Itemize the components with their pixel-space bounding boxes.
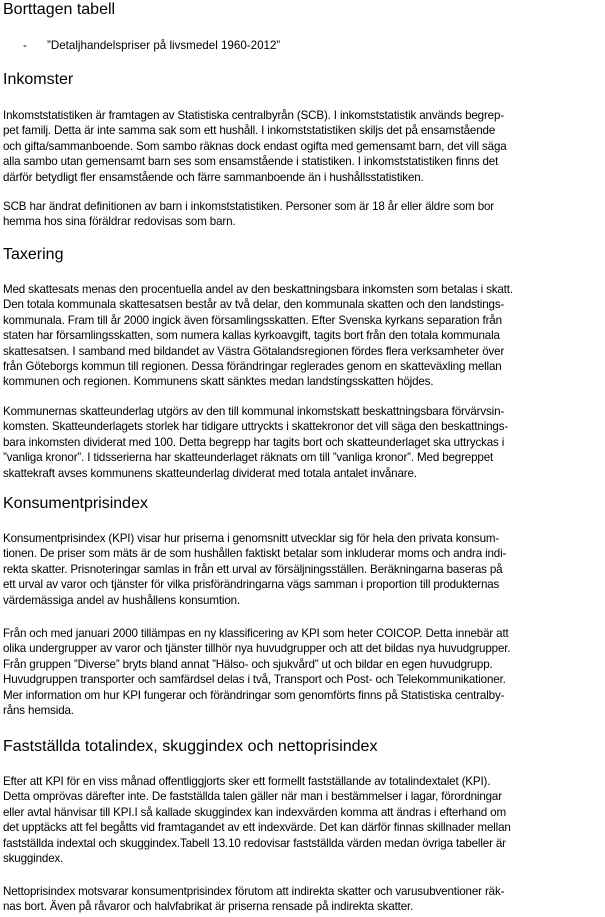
text-line: tionen. De priser som mäts är de som hushållen faktiskt betalar som inkluderar moms och andra indi- xyxy=(3,547,507,561)
text-line: olika undergrupper av varor och tjänster tillhör nya huvudgrupper och att det bildas nya huvudgrupper. xyxy=(3,642,511,656)
dash-bullet: - xyxy=(23,39,27,52)
paragraph-taxering-2 xyxy=(3,404,508,481)
heading-taxering: Taxering xyxy=(3,246,64,263)
text-line: nas bort. Även på råvaror och halvfabrikat är priserna rensade på indirekta skatter. xyxy=(3,900,414,914)
heading-inkomster: Inkomster xyxy=(3,71,74,88)
paragraph-inkomster-1 xyxy=(3,108,507,185)
text-line: staten har församlingsskatten, som numera kallas kyrkoavgift, tagits bort från den totala kommunala xyxy=(3,329,500,343)
text-line: och gifta/sammanboende. Som sambo räknas dock endast ogifta med gemensamt barn, det vill säga xyxy=(3,139,507,153)
text-line: hemma hos sina föräldrar redovisas som barn. xyxy=(3,215,236,229)
text-line: alla sambo utan gemensamt barn ses som ensamstående i statistiken. I inkomststatistiken finns det xyxy=(3,155,499,169)
paragraph-kpi-1 xyxy=(3,531,506,608)
text-line: Inkomststatistiken är framtagen av Statistiska centralbyrån (SCB). I inkomststatistik används begrep- xyxy=(3,109,504,122)
text-line: Efter att KPI för en viss månad offentliggjorts sker ett formellt fastställande av totalindextalet (KPI). xyxy=(3,775,491,788)
removed-table-name: ”Detaljhandelspriser på livsmedel 1960-2012” xyxy=(47,39,281,52)
text-line: från Göteborgs kommun till regionen. Dessa förändringar reglerades genom en skatteväxling mellan xyxy=(3,360,502,374)
text-line: kommunala. Fram till år 2000 ingick även församlingsskatten. Efter Svenska kyrkans separation från xyxy=(3,313,502,327)
text-line: skattesatsen. I samband med bildandet av Västra Götalandsregionen fördes flera verksamheter över xyxy=(3,344,505,358)
text-line: värdemässiga andel av hushållens konsumtion. xyxy=(3,593,241,607)
text-line: skattekraft avses kommunens skatteunderlag dividerat med totala antalet invånare. xyxy=(3,466,417,480)
text-line: Från och med januari 2000 tillämpas en ny klassificering av KPI som heter COICOP. Detta innebär att xyxy=(3,627,509,640)
paragraph-kpi-2 xyxy=(3,626,510,718)
text-line: ”vanliga kronor”. I tidsserierna har skatteunderlaget räknats om till ”vanliga kronor”. Med begreppet xyxy=(3,451,494,465)
text-line: komsten. Skatteunderlagets storlek har tidigare uttryckts i skattekronor det vill säga den beskattnings- xyxy=(3,420,509,434)
text-line: bara inkomsten dividerat med 100. Detta begrepp har tagits bort och skatteunderlaget ska uttryckas i xyxy=(3,435,505,449)
text-line: Huvudgruppen transporter och samfärdsel delas i två, Transport och Post- och Telekommunikationer. xyxy=(3,673,506,687)
text-line: Mer information om hur KPI fungerar och förändringar som genomförts finns på Statistiska centralby- xyxy=(3,688,505,702)
heading-konsumentprisindex: Konsumentprisindex xyxy=(3,495,148,512)
text-line: Från gruppen ”Diverse” bryts bland annat ”Hälso- och sjukvård” ut och bildar en egen huvudgrupp. xyxy=(3,657,493,671)
text-line: Nettoprisindex motsvarar konsumentprisindex förutom att indirekta skatter och varusubventioner räk- xyxy=(3,885,505,898)
text-line: Kommunernas skatteunderlag utgörs av den till kommunal inkomstskatt beskattningsbara förvärvsin- xyxy=(3,405,505,418)
text-line: fastställda indextal och skuggindex.Tabell 13.10 redovisar fastställda värden medan övriga tabeller är xyxy=(3,836,506,850)
paragraph-totalindex-1 xyxy=(3,774,511,866)
text-line: skuggindex. xyxy=(3,852,64,866)
text-line: därför betydligt fler ensamstående och färre sammanboende än i hushållsstatistiken. xyxy=(3,170,424,184)
text-line: Detta omprövas därefter inte. De fastställda talen gäller när man i bestämmelser i lagar, förordningar xyxy=(3,790,502,804)
removed-table-list xyxy=(3,38,280,53)
heading-borttagen-tabell: Borttagen tabell xyxy=(3,1,116,18)
text-line: Konsumentprisindex (KPI) visar hur priserna i genomsnitt utvecklar sig för hela den privata konsum- xyxy=(3,532,500,545)
text-line: Med skattesats menas den procentuella andel av den beskattningsbara inkomsten som betalas i skatt. xyxy=(3,283,513,296)
text-line: ett urval av varor och tjänster för vilka prisförändringarna vägs samman i proportion till produkternas xyxy=(3,578,500,592)
heading-faststallda-totalindex: Fastställda totalindex, skuggindex och nettoprisindex xyxy=(3,738,378,755)
paragraph-taxering-1 xyxy=(3,282,513,390)
text-line: råns hemsida. xyxy=(3,704,74,718)
text-line: SCB har ändrat definitionen av barn i inkomststatistiken. Personer som är 18 år eller äldre som bor xyxy=(3,200,495,213)
list-item xyxy=(3,38,280,53)
text-line: Den totala kommunala skattesatsen består av två delar, den kommunala skatten och den landstings- xyxy=(3,298,505,312)
paragraph-totalindex-2 xyxy=(3,884,504,915)
text-line: pet familj. Detta är inte samma sak som ett hushåll. I inkomststatistiken skiljs det på ensamstående xyxy=(3,124,496,138)
text-line: det upptäcks att fel begåtts vid framtagandet av ett indexvärde. Det kan därför finnas skillnader mellan xyxy=(3,821,511,835)
text-line: rekta skatter. Prisnoteringar samlas in från ett urval av försäljningsställen. Beräkningarna baseras på xyxy=(3,562,503,576)
text-line: eller avtal hänvisar till KPI.I så kallade skuggindex kan indexvärden komma att ändras i efterhand om xyxy=(3,805,506,819)
text-line: kommunen och regionen. Kommunens skatt sänktes medan landstingsskatten höjdes. xyxy=(3,375,434,389)
paragraph-inkomster-2 xyxy=(3,199,494,230)
